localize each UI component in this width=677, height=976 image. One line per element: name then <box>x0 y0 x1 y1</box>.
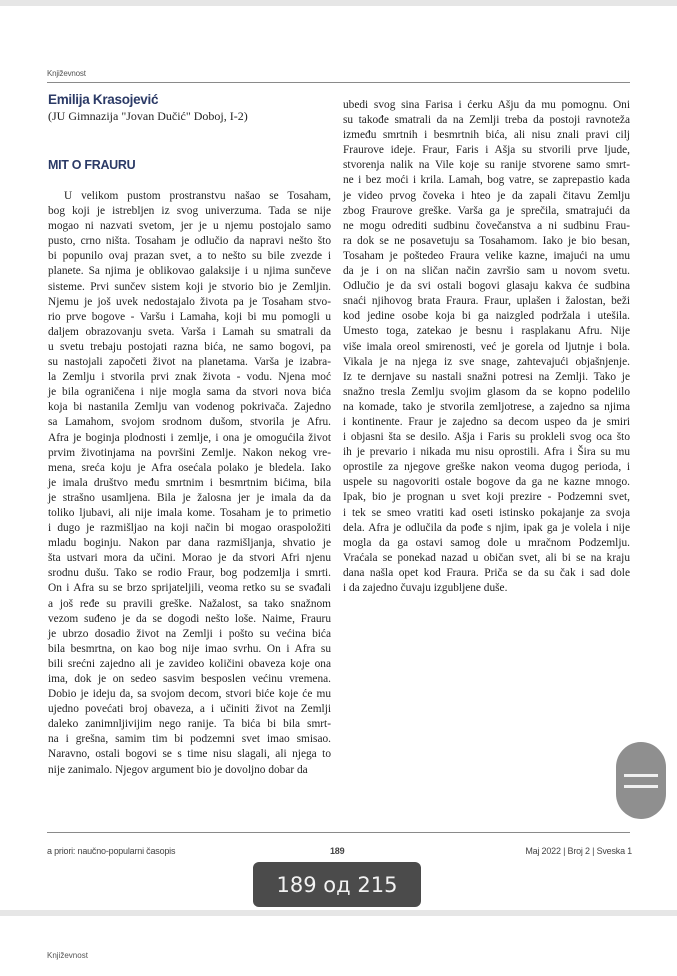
text-line: dana našla opet kod Fraura. Priča se da su čak i sad dole <box>343 566 630 579</box>
section-label: Književnost <box>47 69 86 78</box>
text-line: daljem obrazovanju sveta. Varša i Lamah su smatrali da <box>48 325 331 338</box>
text-line: Iz te dernjave su nastali snažni potresi na Zemlji. Tako je <box>343 370 630 383</box>
text-line: na i grešna, samim tim bi podzemni svet imao smisao. <box>48 733 331 746</box>
text-line: i dugo je razmišljao na koji način bi mogao oraspoložiti <box>48 522 331 535</box>
text-line: planete. Sa njima je oblikovao galaksije i u njima sunčeve <box>48 265 331 278</box>
text-line: Njemu je još uvek nedostajalo života pa je Tosaham stvo- <box>48 295 331 308</box>
text-line: više imala oreol smirenosti, već je gorela od ljutnje i bola. <box>343 340 630 353</box>
text-line: ih je prevario i nikada mu nisu oprostili. Afra i Šira su mu <box>343 446 630 459</box>
next-document-page <box>0 916 677 976</box>
page-indicator: 189 од 215 <box>253 862 421 907</box>
drag-handle-icon <box>624 774 658 777</box>
footer-divider <box>47 832 630 833</box>
text-line: je strašno usamljena. Bila je žalosna jer je imala da da <box>48 491 331 504</box>
text-line: mena, sreća koju je Afra osećala polako je bledela. Iako <box>48 461 331 474</box>
text-line: Odlučio je da svi ostali bogovi glasaju kakva će sudbina <box>343 280 630 293</box>
text-line: sa Lamahom, svojom srodnom dušom, stvorila je Afru. <box>48 416 331 429</box>
text-line: šta ustvari mora da učini. Morao je da stvori Afri njenu <box>48 552 331 565</box>
text-line: vezom suđeno je da se dogodi nešto loše. Naime, Frauru <box>48 612 331 625</box>
document-page <box>0 6 677 910</box>
text-line: Naravno, ostali bogovi se s time nisu slagali, ali njega to <box>48 748 331 761</box>
author-affiliation: (JU Gimnazija "Jovan Dučić" Doboj, I-2) <box>48 109 248 123</box>
text-line: On i Afra su se brzo sprijateljili, veoma retko su se svađali <box>48 582 331 595</box>
text-line: mogao ni nazvati svetom, jer je u njemu postojalo samo <box>48 220 331 233</box>
text-line: Vikala je na njega iz sve snage, zahtevajući objašnjenje. <box>343 355 630 368</box>
text-line: toliko ljubavi, ali nije imala kome. Tosaham je to primetio <box>48 506 331 519</box>
text-line: daleko zanimnljivijim nego ranije. Ta bića bi bila smrt- <box>48 718 331 731</box>
text-line: Afra je boginja plodnosti i zemlje, i ona je omogućila život <box>48 431 331 444</box>
text-line: zbog Fraurove greške. Varša ga je sprečila, smatrajući da <box>343 204 630 217</box>
footer-issue: Maj 2022 | Broj 2 | Sveska 1 <box>525 846 632 856</box>
text-line: na komade, tako je stvorila zemljotrese, a zajedno sa njima <box>343 400 630 413</box>
article-title: MIT O FRAURU <box>48 158 136 172</box>
text-line: i da zajedno čuvaju izgubljene duše. <box>343 582 508 594</box>
text-line: uspele su nagovoriti ostale bogove da ga ne kazne mnogo. <box>343 476 630 489</box>
text-line: i objasni šta se desilo. Ašja i Faris su prokleli svog oca što <box>343 431 630 444</box>
text-line: pusto, crno ništa. Tosaham je odlučio da napravi nešto što <box>48 235 331 248</box>
text-line: ne mogu odrediti sudbinu čovečanstva a ni sudbinu Frau- <box>343 219 630 232</box>
text-line: Tosaham je poštedeo Fraura velike kazne, imajući na umu <box>343 249 630 262</box>
text-line: bili srećni zajedno ali je zavideo količini obaveza koje ona <box>48 657 331 670</box>
text-line: rio prve bogove - Varšu i Lamaha, koji bi mu pomogli u <box>48 310 331 323</box>
footer-journal: a priori: naučno-popularni časopis <box>47 846 176 856</box>
text-line: mogla da ga ostavi samog dole u mračnom Podzemlju. <box>343 536 630 549</box>
text-line: ujedno povećati broj obaveza, a i učiniti život na Zemlji <box>48 703 331 716</box>
text-line: Dobio je ideju da, sa svojom decom, stvori biće koje će mu <box>48 688 331 701</box>
text-line: dela. Afra je odlučila da pođe s njim, ipak ga je volela i nije <box>343 521 630 534</box>
text-line: stvorenja nalik na Vile koje su ranije stvorene samo smrt- <box>343 159 630 172</box>
text-line: ne i bez moći i krila. Lamah, bog vatre, se zaprepastio kada <box>343 174 630 187</box>
text-line: su nastojali započeti život na planetama. Varša je izabra- <box>48 356 331 369</box>
text-line: bog koji je istrebljen iz svog univerzuma. Tada se nije <box>48 205 331 218</box>
text-line: mladu boginju. Nakon par dana razmišljanja, shvatio je <box>48 537 331 550</box>
text-line: bila besmrtna, on kao bog nije imao svrhu. On i Afra su <box>48 642 331 655</box>
footer-page-number: 189 <box>330 846 345 856</box>
header-divider <box>47 82 630 83</box>
text-line: ra dok se ne posavetuju sa Tosahamom. Iako je bio besan, <box>343 234 630 247</box>
text-line: Ipak, bio je prognan u svet koji prezire - Podzemni svet, <box>343 491 630 504</box>
text-line: između smrtnih i besmrtnih bića, ali nisu znali pravi cilj <box>343 129 630 142</box>
text-line: U velikom pustom prostranstvu našao se Tosaham, <box>64 190 331 202</box>
text-line: su takođe smatrali da na Zemlji treba da postoji ravnoteža <box>343 114 630 127</box>
text-line: Umesto toga, zatekao je besnu i rasplakanu Afru. Nije <box>343 325 630 338</box>
text-line: i tek se smeo vratiti kad oseti istinsko pokajanje za svoja <box>343 506 630 519</box>
text-line: je ubrzo dosadio život na Zemlji i pošto su većina bića <box>48 627 331 640</box>
left-column-text <box>48 189 331 778</box>
author-name: Emilija Krasojević <box>48 92 159 107</box>
text-line: je imala društvo među smrtnim i besmrtnim bićima, bila <box>48 476 331 489</box>
next-page-section-label: Književnost <box>47 951 88 960</box>
text-line: u svetu trebaju postojati razna bića, ne samo bogovi, pa <box>48 340 331 353</box>
text-line: je video prvog čoveka i hteo je da zapali čitavu Zemlju <box>343 189 630 202</box>
fast-scroll-handle[interactable] <box>616 742 666 819</box>
text-line: nije zanimalo. Njegov argument bio je dovoljno dobar da <box>48 763 308 776</box>
drag-handle-icon <box>624 785 658 788</box>
text-line: kod jedine osobe koja bi ga naizgled podržala i utešila. <box>343 310 630 323</box>
text-line: da je i on na sličan način završio sam u novom svetu. <box>343 265 630 278</box>
text-line: snaći njihovog brata Fraura. Fraur, uplašen i žalostan, beži <box>343 295 630 308</box>
text-line: sisteme. Prvi sunčev sistem koji je stvorio bio je Zemljin. <box>48 280 331 293</box>
right-column-text <box>343 98 630 596</box>
text-line: bi popunilo ovaj prazan svet, a to nešto su bile zvezde i <box>48 250 331 263</box>
text-line: prvim životinjama na površini Zemlje. Nakon nekog vre- <box>48 446 331 459</box>
text-line: a još ređe su pravili greške. Nažalost, sa tako snažnom <box>48 597 331 610</box>
text-line: snažno tresla Zemlju svojim glasom da se kopno podelilo <box>343 385 630 398</box>
text-line: la Zemlju i stvorila prvi znak života - vodu. Njena moć <box>48 371 331 384</box>
text-line: ubedi svog sina Farisa i ćerku Ašju da mu pomognu. Oni <box>343 99 630 111</box>
text-line: oprostile za njegove greške nakon veoma dugog perioda, i <box>343 461 630 474</box>
text-line: srodnu dušu. Tako se rodio Fraur, bog podzemlja i smrti. <box>48 567 331 580</box>
text-line: i kontinente. Fraur je zajedno sa decom uspeo da je smiri <box>343 415 630 428</box>
text-line: Fraurove ideje. Fraur, Faris i Ašja su stvorili prve ljude, <box>343 144 630 157</box>
text-line: koja bi nastanila Zemlju van vodenog pokrivača. Zajedno <box>48 401 331 414</box>
text-line: ima, dok je on sedeo sasvim besposlen većinu vremena. <box>48 673 331 685</box>
text-line: je bila ograničena i nije mogla sama da stvori nova bića <box>48 386 331 399</box>
text-line: Vraćala se ponekad nazad u običan svet, ali bi se na kraju <box>343 551 630 564</box>
